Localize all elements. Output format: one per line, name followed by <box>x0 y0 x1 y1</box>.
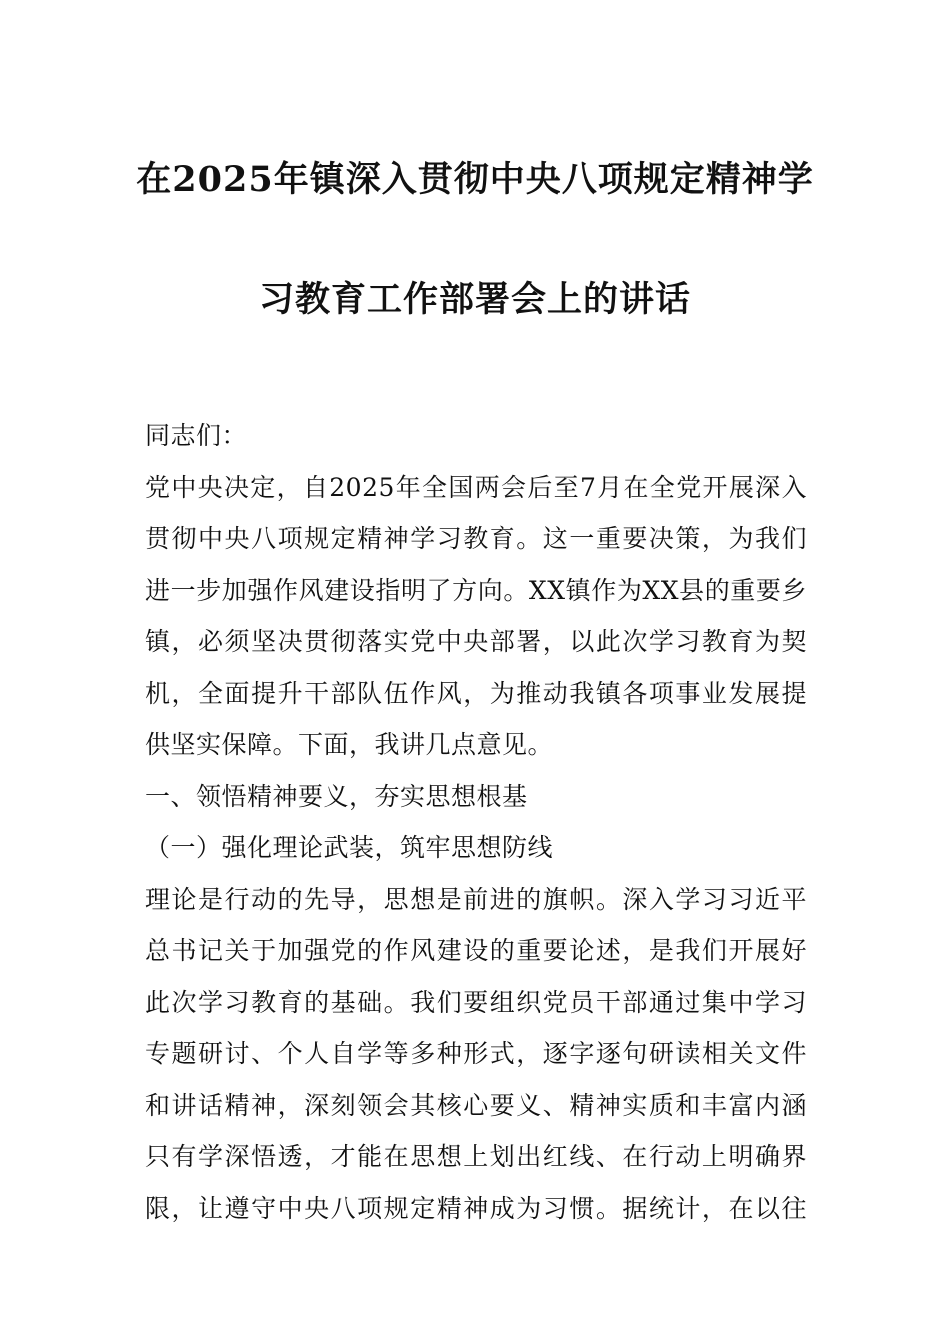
paragraph-line: 镇，必须坚决贯彻落实党中央部署，以此次学习教育为契 <box>145 627 807 656</box>
document-body <box>145 410 807 1234</box>
section-heading: 一、领悟精神要义，夯实思想根基 <box>145 781 528 811</box>
paragraph-line: 机，全面提升干部队伍作风，为推动我镇各项事业发展提 <box>145 678 807 708</box>
paragraph-line: 此次学习教育的基础。我们要组织党员干部通过集中学习 <box>145 987 807 1017</box>
salutation: 同志们： <box>145 421 248 450</box>
subsection-heading: （一）强化理论武装，筑牢思想防线 <box>145 833 554 862</box>
paragraph-line: 限，让遵守中央八项规定精神成为习惯。据统计，在以往 <box>145 1193 807 1223</box>
paragraph-line: 贯彻中央八项规定精神学习教育。这一重要决策，为我们 <box>145 524 807 553</box>
paragraph-line: 进一步加强作风建设指明了方向。XX镇作为XX县的重要乡 <box>145 575 807 605</box>
paragraph-line: 专题研讨、个人自学等多种形式，逐字逐句研读相关文件 <box>145 1039 807 1068</box>
paragraph-line: 和讲话精神，深刻领会其核心要义、精神实质和丰富内涵 <box>145 1090 807 1120</box>
document-title-line-2: 习教育工作部署会上的讲话 <box>258 279 691 320</box>
paragraph-line: 只有学深悟透，才能在思想上划出红线、在行动上明确界 <box>145 1142 807 1171</box>
paragraph-line: 党中央决定，自2025年全国两会后至7月在全党开展深入 <box>145 472 807 502</box>
paragraph-line: 总书记关于加强党的作风建设的重要论述，是我们开展好 <box>145 936 807 965</box>
paragraph-line: 理论是行动的先导，思想是前进的旗帜。深入学习习近平 <box>145 884 807 914</box>
document-title-line-1: 在2025年镇深入贯彻中央八项规定精神学 <box>136 159 814 200</box>
paragraph-line: 供坚实保障。下面，我讲几点意见。 <box>145 730 554 759</box>
